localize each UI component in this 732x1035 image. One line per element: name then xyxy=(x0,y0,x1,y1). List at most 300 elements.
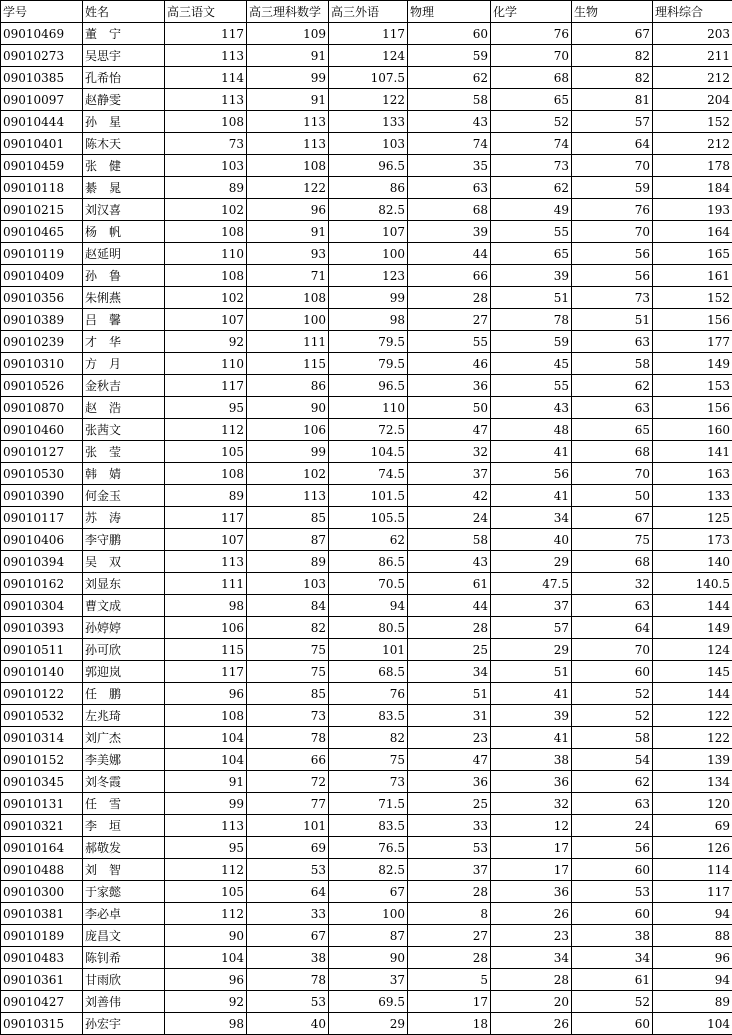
cell-chinese[interactable]: 114 xyxy=(165,67,247,89)
header-cell-student-id[interactable]: 学号 xyxy=(1,1,83,23)
cell-chemistry[interactable]: 57 xyxy=(491,617,572,639)
cell-science-total[interactable]: 153 xyxy=(653,375,732,397)
cell-chinese[interactable]: 105 xyxy=(165,441,247,463)
cell-student-id[interactable]: 09010361 xyxy=(1,969,83,991)
cell-science-total[interactable]: 140.5 xyxy=(653,573,732,595)
cell-name[interactable]: 陈钊希 xyxy=(83,947,165,969)
cell-student-id[interactable]: 09010870 xyxy=(1,397,83,419)
cell-student-id[interactable]: 09010385 xyxy=(1,67,83,89)
cell-science-total[interactable]: 156 xyxy=(653,397,732,419)
cell-chemistry[interactable]: 65 xyxy=(491,243,572,265)
cell-name[interactable]: 李美娜 xyxy=(83,749,165,771)
cell-physics[interactable]: 63 xyxy=(408,177,491,199)
cell-name[interactable]: 方 月 xyxy=(83,353,165,375)
cell-chemistry[interactable]: 32 xyxy=(491,793,572,815)
cell-chemistry[interactable]: 52 xyxy=(491,111,572,133)
cell-physics[interactable]: 62 xyxy=(408,67,491,89)
cell-foreign-language[interactable]: 86.5 xyxy=(329,551,408,573)
cell-physics[interactable]: 27 xyxy=(408,925,491,947)
cell-science-total[interactable]: 164 xyxy=(653,221,732,243)
cell-biology[interactable]: 73 xyxy=(572,287,653,309)
cell-name[interactable]: 郭迎岚 xyxy=(83,661,165,683)
cell-name[interactable]: 李 垣 xyxy=(83,815,165,837)
cell-chinese[interactable]: 108 xyxy=(165,705,247,727)
cell-foreign-language[interactable]: 37 xyxy=(329,969,408,991)
cell-student-id[interactable]: 09010409 xyxy=(1,265,83,287)
cell-student-id[interactable]: 09010162 xyxy=(1,573,83,595)
cell-chemistry[interactable]: 41 xyxy=(491,727,572,749)
cell-math[interactable]: 67 xyxy=(247,925,329,947)
cell-name[interactable]: 孙 星 xyxy=(83,111,165,133)
cell-foreign-language[interactable]: 70.5 xyxy=(329,573,408,595)
cell-chemistry[interactable]: 37 xyxy=(491,595,572,617)
cell-biology[interactable]: 60 xyxy=(572,1013,653,1035)
cell-science-total[interactable]: 117 xyxy=(653,881,732,903)
cell-name[interactable]: 刘 智 xyxy=(83,859,165,881)
cell-physics[interactable]: 53 xyxy=(408,837,491,859)
cell-math[interactable]: 64 xyxy=(247,881,329,903)
cell-science-total[interactable]: 163 xyxy=(653,463,732,485)
cell-chinese[interactable]: 104 xyxy=(165,749,247,771)
cell-physics[interactable]: 24 xyxy=(408,507,491,529)
cell-biology[interactable]: 68 xyxy=(572,441,653,463)
cell-science-total[interactable]: 152 xyxy=(653,111,732,133)
cell-physics[interactable]: 66 xyxy=(408,265,491,287)
cell-chinese[interactable]: 90 xyxy=(165,925,247,947)
cell-name[interactable]: 孙宏宇 xyxy=(83,1013,165,1035)
cell-math[interactable]: 113 xyxy=(247,111,329,133)
cell-physics[interactable]: 36 xyxy=(408,771,491,793)
cell-physics[interactable]: 8 xyxy=(408,903,491,925)
cell-foreign-language[interactable]: 69.5 xyxy=(329,991,408,1013)
cell-math[interactable]: 33 xyxy=(247,903,329,925)
cell-biology[interactable]: 81 xyxy=(572,89,653,111)
cell-math[interactable]: 75 xyxy=(247,661,329,683)
cell-physics[interactable]: 28 xyxy=(408,881,491,903)
cell-foreign-language[interactable]: 107 xyxy=(329,221,408,243)
cell-chemistry[interactable]: 48 xyxy=(491,419,572,441)
cell-physics[interactable]: 42 xyxy=(408,485,491,507)
cell-math[interactable]: 77 xyxy=(247,793,329,815)
cell-foreign-language[interactable]: 101.5 xyxy=(329,485,408,507)
cell-student-id[interactable]: 09010469 xyxy=(1,23,83,45)
cell-chinese[interactable]: 102 xyxy=(165,199,247,221)
cell-chemistry[interactable]: 41 xyxy=(491,683,572,705)
cell-science-total[interactable]: 149 xyxy=(653,617,732,639)
cell-student-id[interactable]: 09010345 xyxy=(1,771,83,793)
cell-biology[interactable]: 34 xyxy=(572,947,653,969)
cell-foreign-language[interactable]: 74.5 xyxy=(329,463,408,485)
cell-student-id[interactable]: 09010460 xyxy=(1,419,83,441)
cell-chinese[interactable]: 105 xyxy=(165,881,247,903)
cell-physics[interactable]: 27 xyxy=(408,309,491,331)
cell-student-id[interactable]: 09010321 xyxy=(1,815,83,837)
cell-physics[interactable]: 23 xyxy=(408,727,491,749)
cell-foreign-language[interactable]: 110 xyxy=(329,397,408,419)
cell-physics[interactable]: 17 xyxy=(408,991,491,1013)
cell-name[interactable]: 刘广杰 xyxy=(83,727,165,749)
cell-math[interactable]: 99 xyxy=(247,67,329,89)
cell-name[interactable]: 陈木天 xyxy=(83,133,165,155)
cell-chinese[interactable]: 108 xyxy=(165,111,247,133)
cell-math[interactable]: 78 xyxy=(247,727,329,749)
cell-chemistry[interactable]: 17 xyxy=(491,837,572,859)
cell-chinese[interactable]: 117 xyxy=(165,507,247,529)
cell-math[interactable]: 85 xyxy=(247,507,329,529)
cell-foreign-language[interactable]: 103 xyxy=(329,133,408,155)
cell-name[interactable]: 任 雪 xyxy=(83,793,165,815)
cell-name[interactable]: 才 华 xyxy=(83,331,165,353)
header-cell-math[interactable]: 高三理科数学 xyxy=(247,1,329,23)
cell-foreign-language[interactable]: 94 xyxy=(329,595,408,617)
cell-student-id[interactable]: 09010488 xyxy=(1,859,83,881)
cell-math[interactable]: 101 xyxy=(247,815,329,837)
cell-chemistry[interactable]: 29 xyxy=(491,639,572,661)
cell-physics[interactable]: 59 xyxy=(408,45,491,67)
cell-science-total[interactable]: 114 xyxy=(653,859,732,881)
cell-math[interactable]: 82 xyxy=(247,617,329,639)
cell-student-id[interactable]: 09010164 xyxy=(1,837,83,859)
cell-chinese[interactable]: 106 xyxy=(165,617,247,639)
cell-student-id[interactable]: 09010300 xyxy=(1,881,83,903)
cell-foreign-language[interactable]: 104.5 xyxy=(329,441,408,463)
cell-biology[interactable]: 62 xyxy=(572,375,653,397)
cell-science-total[interactable]: 69 xyxy=(653,815,732,837)
cell-name[interactable]: 赵静雯 xyxy=(83,89,165,111)
cell-biology[interactable]: 75 xyxy=(572,529,653,551)
cell-chinese[interactable]: 110 xyxy=(165,353,247,375)
cell-chinese[interactable]: 112 xyxy=(165,859,247,881)
cell-foreign-language[interactable]: 87 xyxy=(329,925,408,947)
cell-biology[interactable]: 32 xyxy=(572,573,653,595)
cell-chinese[interactable]: 113 xyxy=(165,45,247,67)
cell-chinese[interactable]: 113 xyxy=(165,815,247,837)
cell-name[interactable]: 杨 帆 xyxy=(83,221,165,243)
cell-name[interactable]: 孙 鲁 xyxy=(83,265,165,287)
cell-chinese[interactable]: 108 xyxy=(165,463,247,485)
cell-foreign-language[interactable]: 29 xyxy=(329,1013,408,1035)
cell-chinese[interactable]: 112 xyxy=(165,903,247,925)
cell-foreign-language[interactable]: 76.5 xyxy=(329,837,408,859)
cell-student-id[interactable]: 09010406 xyxy=(1,529,83,551)
cell-chemistry[interactable]: 39 xyxy=(491,265,572,287)
cell-foreign-language[interactable]: 117 xyxy=(329,23,408,45)
cell-biology[interactable]: 67 xyxy=(572,507,653,529)
cell-biology[interactable]: 58 xyxy=(572,727,653,749)
cell-math[interactable]: 38 xyxy=(247,947,329,969)
cell-math[interactable]: 53 xyxy=(247,991,329,1013)
cell-chinese[interactable]: 104 xyxy=(165,947,247,969)
cell-student-id[interactable]: 09010389 xyxy=(1,309,83,331)
cell-name[interactable]: 郝敬发 xyxy=(83,837,165,859)
cell-chemistry[interactable]: 65 xyxy=(491,89,572,111)
cell-chinese[interactable]: 91 xyxy=(165,771,247,793)
cell-math[interactable]: 66 xyxy=(247,749,329,771)
cell-physics[interactable]: 58 xyxy=(408,89,491,111)
cell-student-id[interactable]: 09010189 xyxy=(1,925,83,947)
cell-math[interactable]: 73 xyxy=(247,705,329,727)
cell-name[interactable]: 赵 浩 xyxy=(83,397,165,419)
cell-math[interactable]: 40 xyxy=(247,1013,329,1035)
cell-biology[interactable]: 54 xyxy=(572,749,653,771)
cell-foreign-language[interactable]: 75 xyxy=(329,749,408,771)
cell-science-total[interactable]: 88 xyxy=(653,925,732,947)
cell-student-id[interactable]: 09010394 xyxy=(1,551,83,573)
cell-chinese[interactable]: 89 xyxy=(165,485,247,507)
cell-science-total[interactable]: 144 xyxy=(653,683,732,705)
cell-math[interactable]: 93 xyxy=(247,243,329,265)
cell-name[interactable]: 董 宁 xyxy=(83,23,165,45)
cell-biology[interactable]: 70 xyxy=(572,221,653,243)
cell-student-id[interactable]: 09010215 xyxy=(1,199,83,221)
cell-foreign-language[interactable]: 105.5 xyxy=(329,507,408,529)
cell-biology[interactable]: 64 xyxy=(572,133,653,155)
cell-science-total[interactable]: 178 xyxy=(653,155,732,177)
cell-chemistry[interactable]: 26 xyxy=(491,903,572,925)
cell-physics[interactable]: 43 xyxy=(408,111,491,133)
cell-chinese[interactable]: 108 xyxy=(165,265,247,287)
cell-name[interactable]: 朱俐燕 xyxy=(83,287,165,309)
cell-math[interactable]: 91 xyxy=(247,45,329,67)
cell-physics[interactable]: 43 xyxy=(408,551,491,573)
cell-foreign-language[interactable]: 123 xyxy=(329,265,408,287)
cell-biology[interactable]: 70 xyxy=(572,639,653,661)
cell-chemistry[interactable]: 12 xyxy=(491,815,572,837)
cell-foreign-language[interactable]: 90 xyxy=(329,947,408,969)
cell-math[interactable]: 69 xyxy=(247,837,329,859)
cell-chinese[interactable]: 111 xyxy=(165,573,247,595)
cell-name[interactable]: 金秋吉 xyxy=(83,375,165,397)
cell-student-id[interactable]: 09010273 xyxy=(1,45,83,67)
cell-student-id[interactable]: 09010381 xyxy=(1,903,83,925)
cell-physics[interactable]: 28 xyxy=(408,947,491,969)
cell-math[interactable]: 85 xyxy=(247,683,329,705)
cell-biology[interactable]: 63 xyxy=(572,397,653,419)
cell-math[interactable]: 99 xyxy=(247,441,329,463)
cell-biology[interactable]: 38 xyxy=(572,925,653,947)
cell-science-total[interactable]: 152 xyxy=(653,287,732,309)
cell-foreign-language[interactable]: 62 xyxy=(329,529,408,551)
cell-math[interactable]: 89 xyxy=(247,551,329,573)
cell-chemistry[interactable]: 78 xyxy=(491,309,572,331)
cell-biology[interactable]: 70 xyxy=(572,463,653,485)
cell-foreign-language[interactable]: 101 xyxy=(329,639,408,661)
cell-name[interactable]: 孙可欣 xyxy=(83,639,165,661)
cell-chemistry[interactable]: 56 xyxy=(491,463,572,485)
cell-science-total[interactable]: 184 xyxy=(653,177,732,199)
cell-foreign-language[interactable]: 71.5 xyxy=(329,793,408,815)
cell-foreign-language[interactable]: 83.5 xyxy=(329,705,408,727)
cell-name[interactable]: 苏 涛 xyxy=(83,507,165,529)
cell-biology[interactable]: 62 xyxy=(572,771,653,793)
cell-chinese[interactable]: 89 xyxy=(165,177,247,199)
cell-physics[interactable]: 50 xyxy=(408,397,491,419)
cell-science-total[interactable]: 211 xyxy=(653,45,732,67)
cell-student-id[interactable]: 09010310 xyxy=(1,353,83,375)
cell-biology[interactable]: 56 xyxy=(572,837,653,859)
cell-student-id[interactable]: 09010427 xyxy=(1,991,83,1013)
cell-chinese[interactable]: 107 xyxy=(165,309,247,331)
cell-chemistry[interactable]: 40 xyxy=(491,529,572,551)
cell-name[interactable]: 刘善伟 xyxy=(83,991,165,1013)
cell-name[interactable]: 左兆琦 xyxy=(83,705,165,727)
cell-physics[interactable]: 25 xyxy=(408,793,491,815)
cell-name[interactable]: 赵延明 xyxy=(83,243,165,265)
cell-physics[interactable]: 36 xyxy=(408,375,491,397)
cell-math[interactable]: 115 xyxy=(247,353,329,375)
cell-biology[interactable]: 61 xyxy=(572,969,653,991)
cell-biology[interactable]: 65 xyxy=(572,419,653,441)
cell-biology[interactable]: 70 xyxy=(572,155,653,177)
cell-foreign-language[interactable]: 68.5 xyxy=(329,661,408,683)
cell-student-id[interactable]: 09010526 xyxy=(1,375,83,397)
cell-math[interactable]: 111 xyxy=(247,331,329,353)
cell-science-total[interactable]: 124 xyxy=(653,639,732,661)
cell-chemistry[interactable]: 39 xyxy=(491,705,572,727)
cell-chinese[interactable]: 117 xyxy=(165,375,247,397)
cell-student-id[interactable]: 09010393 xyxy=(1,617,83,639)
cell-physics[interactable]: 58 xyxy=(408,529,491,551)
cell-physics[interactable]: 18 xyxy=(408,1013,491,1035)
header-cell-chinese[interactable]: 高三语文 xyxy=(165,1,247,23)
cell-math[interactable]: 91 xyxy=(247,89,329,111)
cell-physics[interactable]: 5 xyxy=(408,969,491,991)
cell-math[interactable]: 71 xyxy=(247,265,329,287)
cell-biology[interactable]: 60 xyxy=(572,903,653,925)
cell-science-total[interactable]: 145 xyxy=(653,661,732,683)
cell-math[interactable]: 113 xyxy=(247,485,329,507)
cell-chemistry[interactable]: 59 xyxy=(491,331,572,353)
cell-chemistry[interactable]: 49 xyxy=(491,199,572,221)
cell-name[interactable]: 吴 双 xyxy=(83,551,165,573)
cell-name[interactable]: 李必卓 xyxy=(83,903,165,925)
cell-student-id[interactable]: 09010401 xyxy=(1,133,83,155)
cell-science-total[interactable]: 173 xyxy=(653,529,732,551)
cell-chemistry[interactable]: 17 xyxy=(491,859,572,881)
cell-foreign-language[interactable]: 76 xyxy=(329,683,408,705)
cell-math[interactable]: 106 xyxy=(247,419,329,441)
cell-chinese[interactable]: 115 xyxy=(165,639,247,661)
cell-chinese[interactable]: 104 xyxy=(165,727,247,749)
cell-name[interactable]: 吕 馨 xyxy=(83,309,165,331)
header-cell-name[interactable]: 姓名 xyxy=(83,1,165,23)
cell-chinese[interactable]: 113 xyxy=(165,551,247,573)
cell-physics[interactable]: 46 xyxy=(408,353,491,375)
cell-name[interactable]: 张茜文 xyxy=(83,419,165,441)
cell-chemistry[interactable]: 73 xyxy=(491,155,572,177)
cell-foreign-language[interactable]: 82 xyxy=(329,727,408,749)
cell-science-total[interactable]: 122 xyxy=(653,705,732,727)
cell-math[interactable]: 113 xyxy=(247,133,329,155)
cell-name[interactable]: 张 健 xyxy=(83,155,165,177)
cell-biology[interactable]: 63 xyxy=(572,793,653,815)
cell-physics[interactable]: 25 xyxy=(408,639,491,661)
cell-student-id[interactable]: 09010530 xyxy=(1,463,83,485)
cell-foreign-language[interactable]: 99 xyxy=(329,287,408,309)
cell-math[interactable]: 86 xyxy=(247,375,329,397)
cell-biology[interactable]: 63 xyxy=(572,331,653,353)
cell-biology[interactable]: 82 xyxy=(572,67,653,89)
cell-student-id[interactable]: 09010465 xyxy=(1,221,83,243)
cell-name[interactable]: 曹文成 xyxy=(83,595,165,617)
cell-name[interactable]: 刘显东 xyxy=(83,573,165,595)
cell-student-id[interactable]: 09010097 xyxy=(1,89,83,111)
cell-physics[interactable]: 47 xyxy=(408,419,491,441)
cell-student-id[interactable]: 09010131 xyxy=(1,793,83,815)
cell-biology[interactable]: 67 xyxy=(572,23,653,45)
cell-biology[interactable]: 51 xyxy=(572,309,653,331)
cell-biology[interactable]: 60 xyxy=(572,859,653,881)
cell-chinese[interactable]: 73 xyxy=(165,133,247,155)
cell-science-total[interactable]: 149 xyxy=(653,353,732,375)
cell-science-total[interactable]: 89 xyxy=(653,991,732,1013)
cell-chemistry[interactable]: 36 xyxy=(491,771,572,793)
cell-physics[interactable]: 34 xyxy=(408,661,491,683)
cell-biology[interactable]: 58 xyxy=(572,353,653,375)
cell-biology[interactable]: 53 xyxy=(572,881,653,903)
cell-biology[interactable]: 52 xyxy=(572,991,653,1013)
cell-name[interactable]: 甘雨欣 xyxy=(83,969,165,991)
cell-foreign-language[interactable]: 72.5 xyxy=(329,419,408,441)
cell-physics[interactable]: 28 xyxy=(408,287,491,309)
cell-science-total[interactable]: 126 xyxy=(653,837,732,859)
cell-math[interactable]: 122 xyxy=(247,177,329,199)
cell-math[interactable]: 96 xyxy=(247,199,329,221)
cell-science-total[interactable]: 141 xyxy=(653,441,732,463)
cell-science-total[interactable]: 122 xyxy=(653,727,732,749)
cell-science-total[interactable]: 134 xyxy=(653,771,732,793)
cell-biology[interactable]: 52 xyxy=(572,705,653,727)
cell-physics[interactable]: 35 xyxy=(408,155,491,177)
cell-physics[interactable]: 61 xyxy=(408,573,491,595)
cell-foreign-language[interactable]: 73 xyxy=(329,771,408,793)
cell-biology[interactable]: 59 xyxy=(572,177,653,199)
cell-chemistry[interactable]: 76 xyxy=(491,23,572,45)
cell-chemistry[interactable]: 26 xyxy=(491,1013,572,1035)
cell-science-total[interactable]: 94 xyxy=(653,903,732,925)
cell-science-total[interactable]: 204 xyxy=(653,89,732,111)
cell-chemistry[interactable]: 47.5 xyxy=(491,573,572,595)
cell-physics[interactable]: 28 xyxy=(408,617,491,639)
cell-chemistry[interactable]: 55 xyxy=(491,375,572,397)
cell-biology[interactable]: 60 xyxy=(572,661,653,683)
cell-chinese[interactable]: 96 xyxy=(165,969,247,991)
cell-foreign-language[interactable]: 86 xyxy=(329,177,408,199)
cell-math[interactable]: 87 xyxy=(247,529,329,551)
cell-physics[interactable]: 37 xyxy=(408,859,491,881)
cell-name[interactable]: 任 鹏 xyxy=(83,683,165,705)
cell-science-total[interactable]: 161 xyxy=(653,265,732,287)
cell-chemistry[interactable]: 51 xyxy=(491,661,572,683)
cell-biology[interactable]: 82 xyxy=(572,45,653,67)
cell-chemistry[interactable]: 55 xyxy=(491,221,572,243)
cell-chinese[interactable]: 102 xyxy=(165,287,247,309)
cell-chinese[interactable]: 110 xyxy=(165,243,247,265)
cell-name[interactable]: 刘汉喜 xyxy=(83,199,165,221)
cell-chemistry[interactable]: 36 xyxy=(491,881,572,903)
cell-foreign-language[interactable]: 80.5 xyxy=(329,617,408,639)
cell-chinese[interactable]: 113 xyxy=(165,89,247,111)
cell-name[interactable]: 何金玉 xyxy=(83,485,165,507)
cell-name[interactable]: 孔希怡 xyxy=(83,67,165,89)
cell-science-total[interactable]: 165 xyxy=(653,243,732,265)
cell-physics[interactable]: 32 xyxy=(408,441,491,463)
cell-foreign-language[interactable]: 96.5 xyxy=(329,155,408,177)
cell-math[interactable]: 108 xyxy=(247,287,329,309)
cell-chemistry[interactable]: 29 xyxy=(491,551,572,573)
cell-math[interactable]: 72 xyxy=(247,771,329,793)
cell-student-id[interactable]: 09010532 xyxy=(1,705,83,727)
